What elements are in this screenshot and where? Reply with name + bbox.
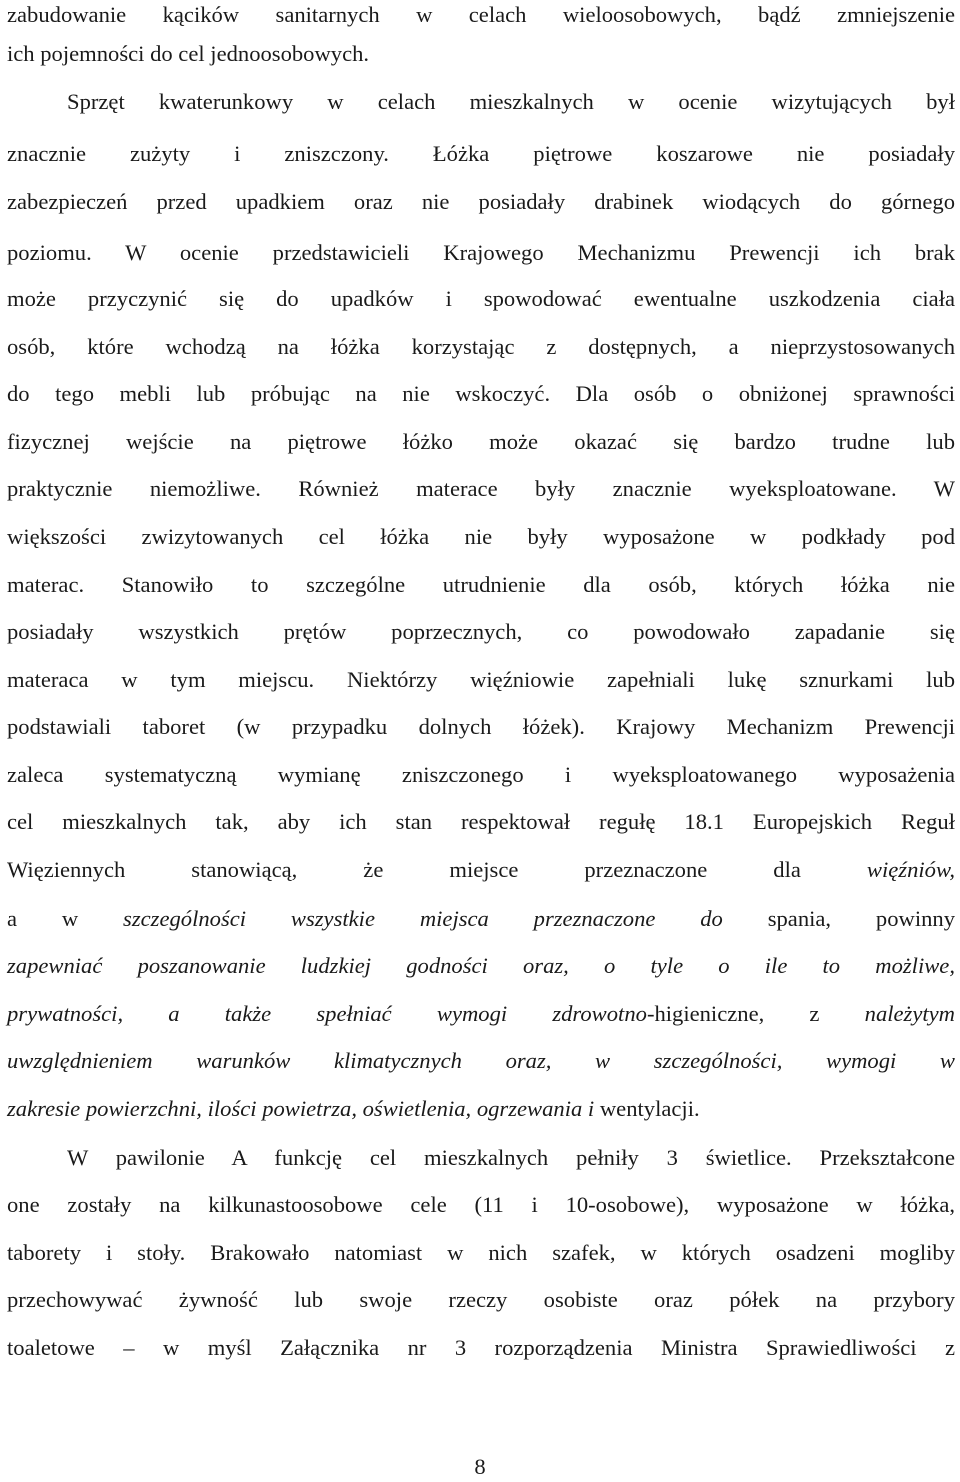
- text-line: zabudowanie kącików sanitarnych w celach wieloosobowych, bądź zmniejszenie: [7, 2, 955, 27]
- text-line: osób, które wchodzą na łóżka korzystając z dostępnych, a nieprzystosowanych: [7, 334, 955, 359]
- text-line: znacznie zużyty i zniszczony. Łóżka piętrowe koszarowe nie posiadały: [7, 141, 955, 166]
- text-line: zaleca systematyczną wymianę zniszczonego i wyeksploatowanego wyposażenia: [7, 762, 955, 787]
- text-line: przechowywać żywność lub swoje rzeczy osobiste oraz półek na przybory: [7, 1287, 955, 1312]
- text-line: fizycznej wejście na piętrowe łóżko może okazać się bardzo trudne lub: [7, 429, 955, 454]
- text-line: W pawilonie A funkcję cel mieszkalnych pełniły 3 świetlice. Przekształcone: [67, 1145, 955, 1170]
- text-line: [7, 904, 955, 934]
- text-span: spania, powinny: [722, 906, 955, 931]
- text-line: do tego mebli lub próbując na nie wskoczyć. Dla osób o obniżonej sprawności: [7, 381, 955, 406]
- text-line: [7, 999, 955, 1029]
- italic-text: zapewniać poszanowanie ludzkiej godności oraz, o tyle o ile to możliwe,: [7, 953, 955, 978]
- text-line: większości zwizytowanych cel łóżka nie były wyposażone w podkłady pod: [7, 524, 955, 549]
- text-line: Sprzęt kwaterunkowy w celach mieszkalnych w ocenie wizytujących był: [67, 89, 955, 114]
- text-line: zabezpieczeń przed upadkiem oraz nie posiadały drabinek wiodących do górnego: [7, 189, 955, 214]
- text-line: podstawiali taboret (w przypadku dolnych łóżek). Krajowy Mechanizm Prewencji: [7, 714, 955, 739]
- text-line: toaletowe – w myśl Załącznika nr 3 rozporządzenia Ministra Sprawiedliwości z: [7, 1335, 955, 1360]
- text-line: praktycznie niemożliwe. Również materace były znacznie wyeksploatowane. W: [7, 476, 955, 501]
- italic-text: szczególności wszystkie miejsca przeznaczone do: [123, 906, 723, 931]
- italic-text: uwzględnieniem warunków klimatycznych oraz, w szczególności, wymogi w: [7, 1048, 955, 1073]
- text-line: [7, 1046, 955, 1076]
- text-line: [7, 1094, 700, 1124]
- text-line: one zostały na kilkunastoosobowe cele (11 i 10-osobowe), wyposażone w łóżka,: [7, 1192, 955, 1217]
- text-line: poziomu. W ocenie przedstawicieli Krajowego Mechanizmu Prewencji ich brak: [7, 240, 955, 265]
- text-span: wentylacji.: [594, 1096, 700, 1121]
- text-line: cel mieszkalnych tak, aby ich stan respektował regułę 18.1 Europejskich Reguł: [7, 809, 955, 834]
- page-number: 8: [474, 1454, 486, 1479]
- italic-text: prywatności, a także spełniać wymogi zdrowotno: [7, 1001, 647, 1026]
- text-line: materaca w tym miejscu. Niektórzy więźniowie zapełniali lukę sznurkami lub: [7, 667, 955, 692]
- text-line: ich pojemności do cel jednoosobowych.: [7, 41, 370, 66]
- text-line: [7, 855, 955, 885]
- text-span: -higieniczne, z: [646, 1001, 865, 1026]
- text-span: a w: [7, 906, 124, 931]
- text-line: posiadały wszystkich prętów poprzecznych, co powodowało zapadanie się: [7, 619, 955, 644]
- italic-text: więźniów,: [866, 857, 955, 882]
- text-line: materac. Stanowiło to szczególne utrudnienie dla osób, których łóżka nie: [7, 572, 955, 597]
- text-line: taborety i stoły. Brakowało natomiast w nich szafek, w których osadzeni mogliby: [7, 1240, 955, 1265]
- text-line: może przyczynić się do upadków i spowodować ewentualne uszkodzenia ciała: [7, 286, 955, 311]
- italic-text: zakresie powierzchni, ilości powietrza, oświetlenia, ogrzewania i: [7, 1096, 595, 1121]
- text-span: Więziennych stanowiącą, że miejsce przeznaczone dla: [7, 857, 867, 882]
- italic-text: należytym: [864, 1001, 955, 1026]
- text-line: [7, 951, 955, 981]
